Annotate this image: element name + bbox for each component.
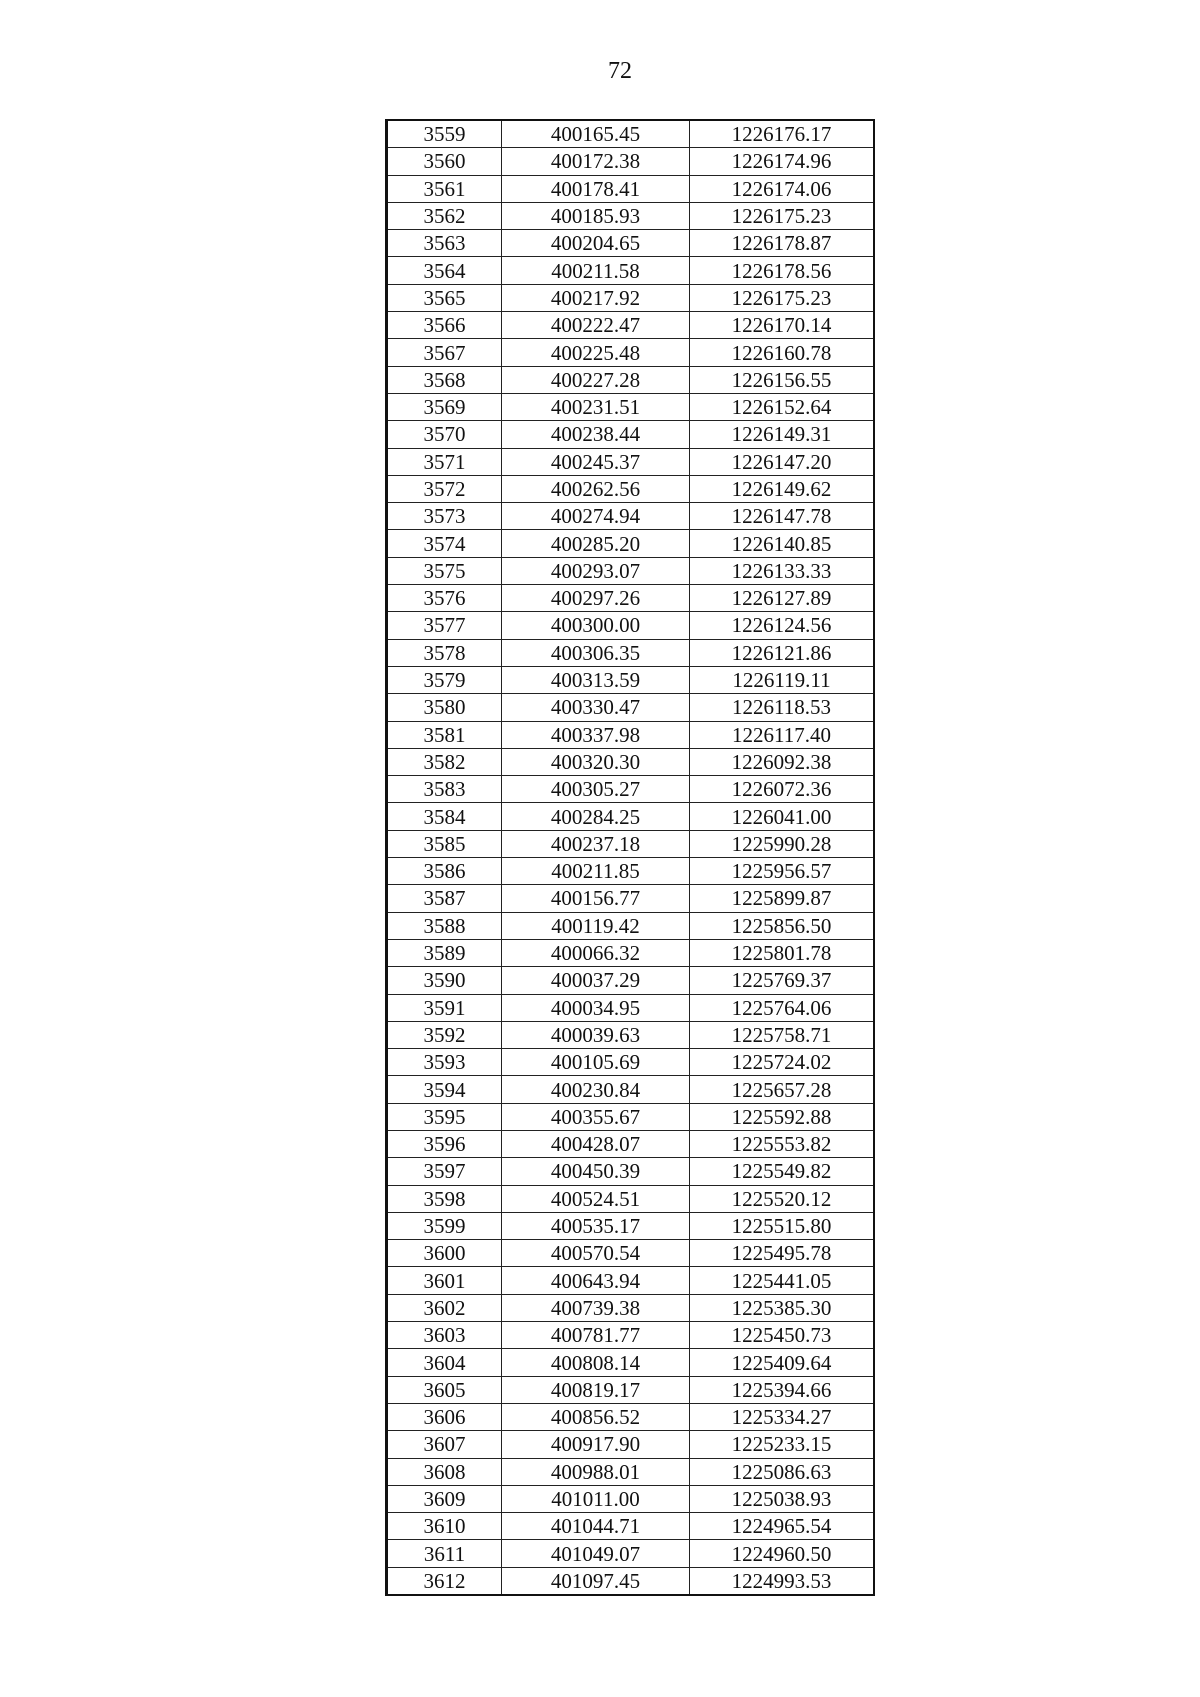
point-number-cell: 3610 <box>387 1513 502 1540</box>
point-number-cell: 3608 <box>387 1458 502 1485</box>
x-coordinate-cell: 400320.30 <box>502 748 690 775</box>
x-coordinate-cell: 400105.69 <box>502 1049 690 1076</box>
table-row <box>387 994 875 1021</box>
point-number-cell: 3563 <box>387 230 502 257</box>
point-number-cell: 3574 <box>387 530 502 557</box>
y-coordinate-cell: 1225769.37 <box>690 967 875 994</box>
table-row <box>387 1485 875 1512</box>
x-coordinate-cell: 401097.45 <box>502 1567 690 1595</box>
point-number-cell: 3611 <box>387 1540 502 1567</box>
point-number-cell: 3579 <box>387 666 502 693</box>
point-number-cell: 3560 <box>387 148 502 175</box>
x-coordinate-cell: 401011.00 <box>502 1485 690 1512</box>
table-row <box>387 1294 875 1321</box>
x-coordinate-cell: 400355.67 <box>502 1103 690 1130</box>
point-number-cell: 3567 <box>387 339 502 366</box>
x-coordinate-cell: 400306.35 <box>502 639 690 666</box>
y-coordinate-cell: 1225856.50 <box>690 912 875 939</box>
table-row <box>387 1021 875 1048</box>
x-coordinate-cell: 400524.51 <box>502 1185 690 1212</box>
table-row <box>387 1130 875 1157</box>
x-coordinate-cell: 400274.94 <box>502 503 690 530</box>
point-number-cell: 3587 <box>387 885 502 912</box>
y-coordinate-cell: 1225724.02 <box>690 1049 875 1076</box>
point-number-cell: 3599 <box>387 1212 502 1239</box>
x-coordinate-cell: 400570.54 <box>502 1240 690 1267</box>
y-coordinate-cell: 1225038.93 <box>690 1485 875 1512</box>
x-coordinate-cell: 400535.17 <box>502 1212 690 1239</box>
x-coordinate-cell: 400313.59 <box>502 666 690 693</box>
y-coordinate-cell: 1226092.38 <box>690 748 875 775</box>
point-number-cell: 3572 <box>387 475 502 502</box>
table-row <box>387 148 875 175</box>
y-coordinate-cell: 1225592.88 <box>690 1103 875 1130</box>
y-coordinate-cell: 1225956.57 <box>690 858 875 885</box>
point-number-cell: 3562 <box>387 202 502 229</box>
point-number-cell: 3588 <box>387 912 502 939</box>
x-coordinate-cell: 400856.52 <box>502 1403 690 1430</box>
x-coordinate-cell: 400225.48 <box>502 339 690 366</box>
x-coordinate-cell: 400119.42 <box>502 912 690 939</box>
point-number-cell: 3568 <box>387 366 502 393</box>
x-coordinate-cell: 400643.94 <box>502 1267 690 1294</box>
coordinates-table-body <box>387 120 875 1595</box>
x-coordinate-cell: 400211.85 <box>502 858 690 885</box>
point-number-cell: 3578 <box>387 639 502 666</box>
y-coordinate-cell: 1226041.00 <box>690 803 875 830</box>
table-row <box>387 639 875 666</box>
x-coordinate-cell: 400917.90 <box>502 1431 690 1458</box>
point-number-cell: 3586 <box>387 858 502 885</box>
table-row <box>387 939 875 966</box>
y-coordinate-cell: 1225515.80 <box>690 1212 875 1239</box>
x-coordinate-cell: 400222.47 <box>502 312 690 339</box>
x-coordinate-cell: 400285.20 <box>502 530 690 557</box>
y-coordinate-cell: 1225764.06 <box>690 994 875 1021</box>
table-row <box>387 912 875 939</box>
table-row <box>387 530 875 557</box>
x-coordinate-cell: 400808.14 <box>502 1349 690 1376</box>
y-coordinate-cell: 1226178.56 <box>690 257 875 284</box>
point-number-cell: 3600 <box>387 1240 502 1267</box>
point-number-cell: 3583 <box>387 776 502 803</box>
x-coordinate-cell: 400781.77 <box>502 1322 690 1349</box>
point-number-cell: 3580 <box>387 694 502 721</box>
point-number-cell: 3565 <box>387 284 502 311</box>
point-number-cell: 3593 <box>387 1049 502 1076</box>
point-number-cell: 3582 <box>387 748 502 775</box>
y-coordinate-cell: 1226121.86 <box>690 639 875 666</box>
x-coordinate-cell: 400034.95 <box>502 994 690 1021</box>
y-coordinate-cell: 1224965.54 <box>690 1513 875 1540</box>
table-row <box>387 257 875 284</box>
y-coordinate-cell: 1225549.82 <box>690 1158 875 1185</box>
y-coordinate-cell: 1225233.15 <box>690 1431 875 1458</box>
table-row <box>387 1212 875 1239</box>
point-number-cell: 3573 <box>387 503 502 530</box>
x-coordinate-cell: 400231.51 <box>502 393 690 420</box>
y-coordinate-cell: 1225990.28 <box>690 830 875 857</box>
x-coordinate-cell: 400988.01 <box>502 1458 690 1485</box>
point-number-cell: 3564 <box>387 257 502 284</box>
x-coordinate-cell: 400156.77 <box>502 885 690 912</box>
y-coordinate-cell: 1226175.23 <box>690 202 875 229</box>
point-number-cell: 3577 <box>387 612 502 639</box>
point-number-cell: 3561 <box>387 175 502 202</box>
point-number-cell: 3606 <box>387 1403 502 1430</box>
y-coordinate-cell: 1226149.62 <box>690 475 875 502</box>
table-row <box>387 1185 875 1212</box>
table-row <box>387 120 875 148</box>
table-row <box>387 666 875 693</box>
x-coordinate-cell: 400819.17 <box>502 1376 690 1403</box>
x-coordinate-cell: 400284.25 <box>502 803 690 830</box>
point-number-cell: 3596 <box>387 1130 502 1157</box>
x-coordinate-cell: 400237.18 <box>502 830 690 857</box>
x-coordinate-cell: 400178.41 <box>502 175 690 202</box>
y-coordinate-cell: 1226119.11 <box>690 666 875 693</box>
point-number-cell: 3590 <box>387 967 502 994</box>
point-number-cell: 3604 <box>387 1349 502 1376</box>
x-coordinate-cell: 400172.38 <box>502 148 690 175</box>
point-number-cell: 3601 <box>387 1267 502 1294</box>
point-number-cell: 3592 <box>387 1021 502 1048</box>
y-coordinate-cell: 1226160.78 <box>690 339 875 366</box>
table-row <box>387 230 875 257</box>
table-row <box>387 1403 875 1430</box>
x-coordinate-cell: 400227.28 <box>502 366 690 393</box>
table-row <box>387 803 875 830</box>
table-row <box>387 339 875 366</box>
x-coordinate-cell: 400300.00 <box>502 612 690 639</box>
table-row <box>387 885 875 912</box>
point-number-cell: 3575 <box>387 557 502 584</box>
y-coordinate-cell: 1225441.05 <box>690 1267 875 1294</box>
y-coordinate-cell: 1225495.78 <box>690 1240 875 1267</box>
x-coordinate-cell: 400230.84 <box>502 1076 690 1103</box>
point-number-cell: 3595 <box>387 1103 502 1130</box>
table-row <box>387 284 875 311</box>
point-number-cell: 3581 <box>387 721 502 748</box>
point-number-cell: 3585 <box>387 830 502 857</box>
point-number-cell: 3559 <box>387 120 502 148</box>
y-coordinate-cell: 1226152.64 <box>690 393 875 420</box>
table-row <box>387 776 875 803</box>
y-coordinate-cell: 1226149.31 <box>690 421 875 448</box>
table-row <box>387 175 875 202</box>
table-row <box>387 475 875 502</box>
point-number-cell: 3602 <box>387 1294 502 1321</box>
x-coordinate-cell: 400739.38 <box>502 1294 690 1321</box>
y-coordinate-cell: 1226174.06 <box>690 175 875 202</box>
x-coordinate-cell: 400211.58 <box>502 257 690 284</box>
y-coordinate-cell: 1225801.78 <box>690 939 875 966</box>
table-row <box>387 1431 875 1458</box>
x-coordinate-cell: 400204.65 <box>502 230 690 257</box>
table-row <box>387 421 875 448</box>
table-row <box>387 448 875 475</box>
point-number-cell: 3571 <box>387 448 502 475</box>
point-number-cell: 3591 <box>387 994 502 1021</box>
y-coordinate-cell: 1225553.82 <box>690 1130 875 1157</box>
x-coordinate-cell: 400337.98 <box>502 721 690 748</box>
point-number-cell: 3607 <box>387 1431 502 1458</box>
table-row <box>387 1513 875 1540</box>
table-row <box>387 748 875 775</box>
point-number-cell: 3612 <box>387 1567 502 1595</box>
table-row <box>387 393 875 420</box>
y-coordinate-cell: 1226174.96 <box>690 148 875 175</box>
y-coordinate-cell: 1226124.56 <box>690 612 875 639</box>
table-row <box>387 503 875 530</box>
y-coordinate-cell: 1225394.66 <box>690 1376 875 1403</box>
y-coordinate-cell: 1225086.63 <box>690 1458 875 1485</box>
x-coordinate-cell: 400293.07 <box>502 557 690 584</box>
table-row <box>387 585 875 612</box>
table-row <box>387 858 875 885</box>
x-coordinate-cell: 400039.63 <box>502 1021 690 1048</box>
point-number-cell: 3605 <box>387 1376 502 1403</box>
table-row <box>387 612 875 639</box>
y-coordinate-cell: 1226127.89 <box>690 585 875 612</box>
table-row <box>387 830 875 857</box>
x-coordinate-cell: 401044.71 <box>502 1513 690 1540</box>
y-coordinate-cell: 1226117.40 <box>690 721 875 748</box>
table-row <box>387 1049 875 1076</box>
y-coordinate-cell: 1224993.53 <box>690 1567 875 1595</box>
coordinates-table <box>385 119 875 1596</box>
table-row <box>387 1567 875 1595</box>
y-coordinate-cell: 1225450.73 <box>690 1322 875 1349</box>
y-coordinate-cell: 1226170.14 <box>690 312 875 339</box>
x-coordinate-cell: 400066.32 <box>502 939 690 966</box>
table-row <box>387 312 875 339</box>
y-coordinate-cell: 1226072.36 <box>690 776 875 803</box>
point-number-cell: 3566 <box>387 312 502 339</box>
x-coordinate-cell: 401049.07 <box>502 1540 690 1567</box>
page-number: 72 <box>608 58 632 84</box>
point-number-cell: 3569 <box>387 393 502 420</box>
table-row <box>387 557 875 584</box>
y-coordinate-cell: 1226156.55 <box>690 366 875 393</box>
y-coordinate-cell: 1226147.20 <box>690 448 875 475</box>
table-row <box>387 366 875 393</box>
table-row <box>387 1349 875 1376</box>
table-row <box>387 694 875 721</box>
x-coordinate-cell: 400185.93 <box>502 202 690 229</box>
x-coordinate-cell: 400330.47 <box>502 694 690 721</box>
table-row <box>387 1267 875 1294</box>
y-coordinate-cell: 1226176.17 <box>690 120 875 148</box>
table-row <box>387 1540 875 1567</box>
table-row <box>387 721 875 748</box>
y-coordinate-cell: 1224960.50 <box>690 1540 875 1567</box>
point-number-cell: 3609 <box>387 1485 502 1512</box>
table-row <box>387 1076 875 1103</box>
y-coordinate-cell: 1225657.28 <box>690 1076 875 1103</box>
x-coordinate-cell: 400450.39 <box>502 1158 690 1185</box>
y-coordinate-cell: 1226140.85 <box>690 530 875 557</box>
x-coordinate-cell: 400297.26 <box>502 585 690 612</box>
point-number-cell: 3584 <box>387 803 502 830</box>
y-coordinate-cell: 1225385.30 <box>690 1294 875 1321</box>
y-coordinate-cell: 1226147.78 <box>690 503 875 530</box>
table-row <box>387 1240 875 1267</box>
table-row <box>387 967 875 994</box>
x-coordinate-cell: 400305.27 <box>502 776 690 803</box>
y-coordinate-cell: 1226175.23 <box>690 284 875 311</box>
x-coordinate-cell: 400238.44 <box>502 421 690 448</box>
point-number-cell: 3603 <box>387 1322 502 1349</box>
point-number-cell: 3576 <box>387 585 502 612</box>
y-coordinate-cell: 1225520.12 <box>690 1185 875 1212</box>
table-row <box>387 1458 875 1485</box>
y-coordinate-cell: 1226133.33 <box>690 557 875 584</box>
point-number-cell: 3570 <box>387 421 502 448</box>
y-coordinate-cell: 1225758.71 <box>690 1021 875 1048</box>
x-coordinate-cell: 400165.45 <box>502 120 690 148</box>
x-coordinate-cell: 400428.07 <box>502 1130 690 1157</box>
x-coordinate-cell: 400217.92 <box>502 284 690 311</box>
x-coordinate-cell: 400245.37 <box>502 448 690 475</box>
point-number-cell: 3589 <box>387 939 502 966</box>
y-coordinate-cell: 1226118.53 <box>690 694 875 721</box>
y-coordinate-cell: 1226178.87 <box>690 230 875 257</box>
y-coordinate-cell: 1225334.27 <box>690 1403 875 1430</box>
table-row <box>387 202 875 229</box>
x-coordinate-cell: 400262.56 <box>502 475 690 502</box>
table-row <box>387 1376 875 1403</box>
y-coordinate-cell: 1225899.87 <box>690 885 875 912</box>
table-row <box>387 1322 875 1349</box>
table-row <box>387 1103 875 1130</box>
point-number-cell: 3594 <box>387 1076 502 1103</box>
x-coordinate-cell: 400037.29 <box>502 967 690 994</box>
point-number-cell: 3597 <box>387 1158 502 1185</box>
table-row <box>387 1158 875 1185</box>
y-coordinate-cell: 1225409.64 <box>690 1349 875 1376</box>
point-number-cell: 3598 <box>387 1185 502 1212</box>
